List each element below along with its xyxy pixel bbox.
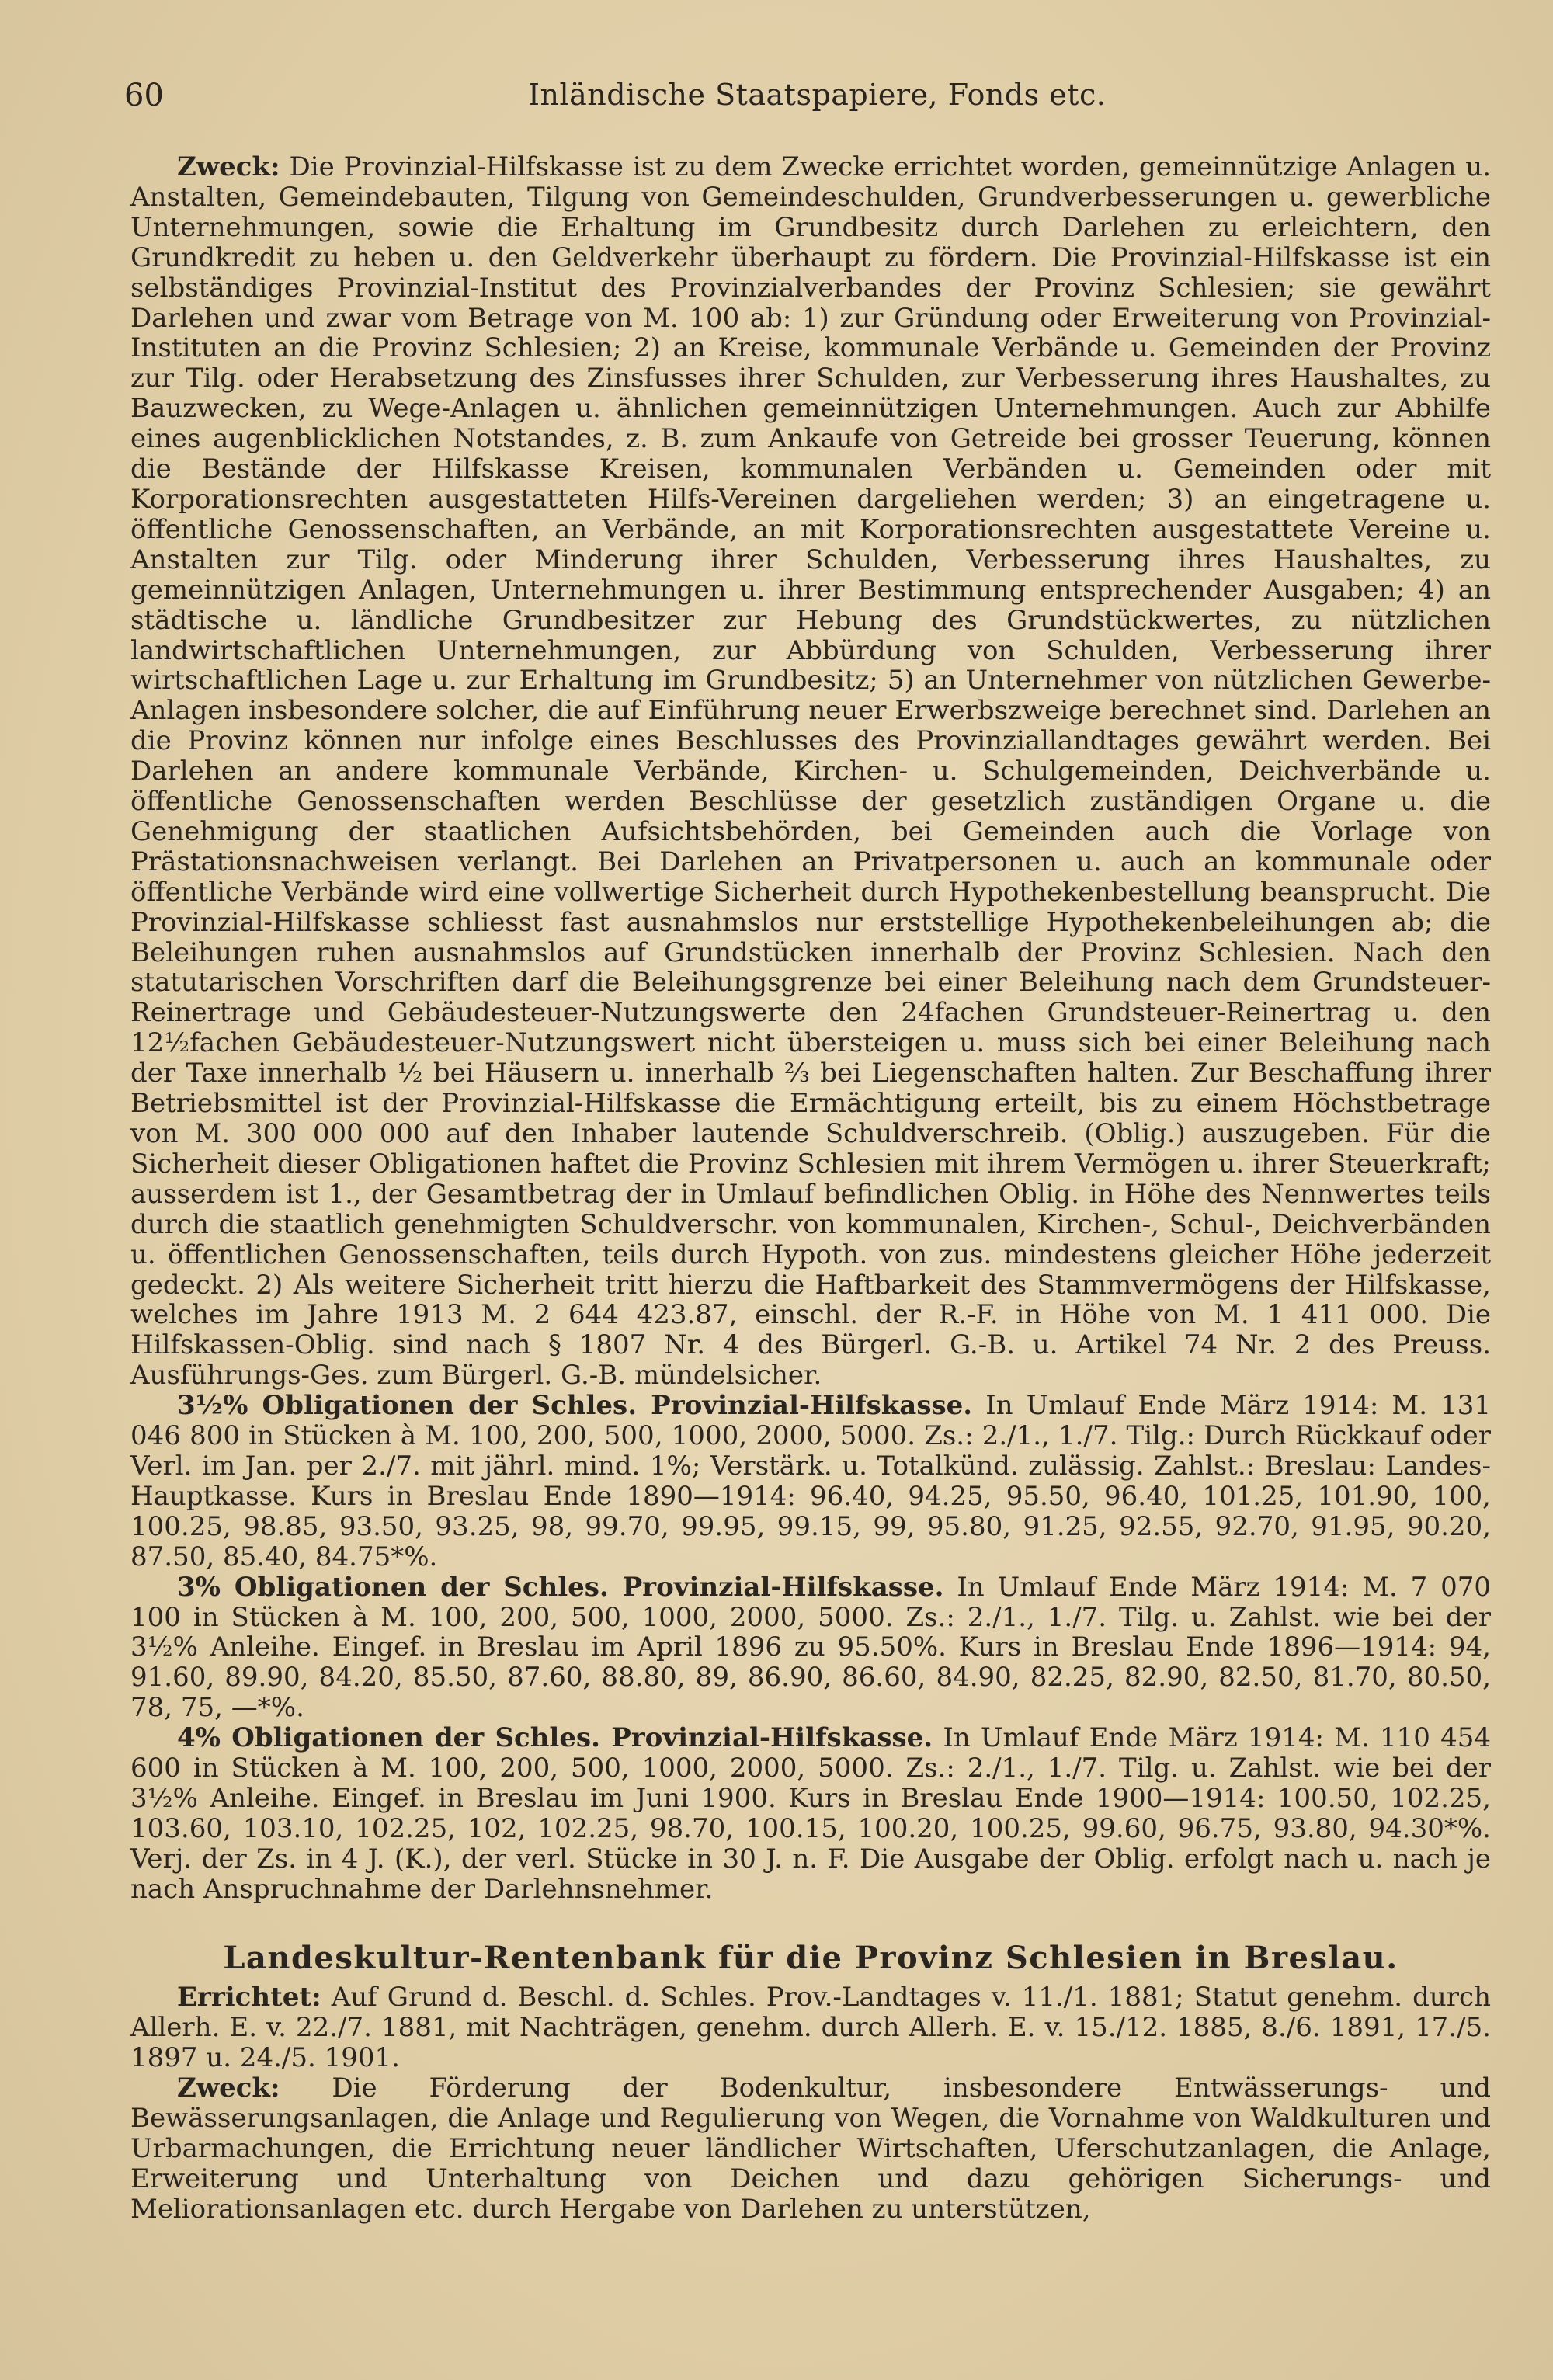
- header-title: Inländische Staatspapiere, Fonds etc.: [528, 78, 1107, 112]
- bond-35-label: 3½% Obligationen der Schles. Provinzial-Hilfskasse.: [177, 1390, 973, 1422]
- bond-3-text: In Umlauf Ende März 1914: M. 7 070 100 in Stücken à M. 100, 200, 500, 1000, 2000, 5000. Zs.: 2./1., 1./7. Tilg. u. Zahlst. wie bei der 3½% Anleihe. Eingef. in Breslau im April 1896 zu 95.50%. Kurs in Breslau Ende 1896—1914: 94, 91.60, 89.90, 84.20, 85.50, 87.60, 88.80, 89, 86.90, 86.60, 84.90, 82.25, 82.90, 82.50, 81.70, 80.50, 78, 75, —*%.: [130, 1571, 1491, 1724]
- rentenbank-zweck-label: Zweck:: [177, 2073, 280, 2104]
- hilfskasse-zweck-label: Zweck:: [177, 151, 280, 182]
- bond-4-label: 4% Obligationen der Schles. Provinzial-Hilfskasse.: [177, 1722, 933, 1754]
- bond-3-label: 3% Obligationen der Schles. Provinzial-Hilfskasse.: [177, 1571, 944, 1603]
- rentenbank-zweck-text: Die Förderung der Bodenkultur, insbesondere Entwässerungs- und Bewässerungsanlagen, die Anlage und Regulierung von Wegen, die Vornahme von Waldkulturen und Urbarmachungen, die Errichtung neuer ländlicher Wirtschaften, Uferschutzanlagen, die Anlage, Erweiterung und Unterhaltung von Deichen und dazu gehörigen Sicherungs- und Meliorationsanlagen etc. durch Hergabe von Darlehen zu unterstützen,: [130, 2073, 1491, 2225]
- rentenbank-errichtet-paragraph: [130, 1982, 1491, 2073]
- page-number: 60: [124, 78, 164, 113]
- hilfskasse-zweck-text: Die Provinzial-Hilfskasse ist zu dem Zwecke errichtet worden, gemeinnützige Anlagen u. Anstalten, Gemeindebauten, Tilgung von Gemeindeschulden, Grundverbesserungen u. gewerbliche Unternehmungen, sowie die Erhaltung im Grundbesitz durch Darlehen zu erleichtern, den Grundkredit zu heben u. den Geldverkehr überhaupt zu fördern. Die Provinzial-Hilfskasse ist ein selbständiges Provinzial-Institut des Provinzialverbandes der Provinz Schlesien; sie gewährt Darlehen und zwar vom Betrage von M. 100 ab: 1) zur Gründung oder Erweiterung von Provinzial-Instituten an die Provinz Schlesien; 2) an Kreise, kommunale Verbände u. Gemeinden der Provinz zur Tilg. oder Herabsetzung des Zinsfusses ihrer Schulden, zur Verbesserung ihres Haushaltes, zu Bauzwecken, zu Wege-Anlagen u. ähnlichen gemeinnützigen Unternehmungen. Auch zur Abhilfe eines augenblicklichen Notstandes, z. B. zum Ankaufe von Getreide bei grosser Teuerung, können die Bestände der Hilfskasse Kreisen, kommunalen Verbänden u. Gemeinden oder mit Korporationsrechten ausgestatteten Hilfs-Vereinen dargeliehen werden; 3) an eingetragene u. öffentliche Genossenschaften, an Verbände, an mit Korporationsrechten ausgestattete Vereine u. Anstalten zur Tilg. oder Minderung ihrer Schulden, Verbesserung ihres Haushaltes, zu gemeinnützigen Anlagen, Unternehmungen u. ihrer Bestimmung entsprechender Ausgaben; 4) an städtische u. ländliche Grundbesitzer zur Hebung des Grundstückwertes, zu nützlichen landwirtschaftlichen Unternehmungen, zur Abbürdung von Schulden, Verbesserung ihrer wirtschaftlichen Lage u. zur Erhaltung im Grundbesitz; 5) an Unternehmer von nützlichen Gewerbe-Anlagen insbesondere solcher, die auf Einführung neuer Erwerbszweige berechnet sind. Darlehen an die Provinz können nur infolge eines Beschlusses des Provinziallandtages gewährt werden. Bei Darlehen an andere kommunale Verbände, Kirchen- u. Schulgemeinden, Deichverbände u. öffentliche Genossenschaften werden Beschlüsse der gesetzlich zuständigen Organe u. die Genehmigung der staatlichen Aufsichtsbehörden, bei Gemeinden auch die Vorlage von Prästationsnachweisen verlangt. Bei Darlehen an Privatpersonen u. auch an kommunale oder öffentliche Verbände wird eine vollwertige Sicherheit durch Hypothekenbestellung beansprucht. Die Provinzial-Hilfskasse schliesst fast ausnahmslos nur erststellige Hypothekenbeleihungen ab; die Beleihungen ruhen ausnahmslos auf Grundstücken innerhalb der Provinz Schlesien. Nach den statutarischen Vorschriften darf die Beleihungsgrenze bei einer Beleihung nach dem Grundsteuer-Reinertrage und Gebäudesteuer-Nutzungswerte den 24fachen Grundsteuer-Reinertrag u. den 12½fachen Gebäudesteuer-Nutzungswert nicht übersteigen u. muss sich bei einer Beleihung nach der Taxe innerhalb ½ bei Häusern u. innerhalb ⅔ bei Liegenschaften halten. Zur Beschaffung ihrer Betriebsmittel ist der Provinzial-Hilfskasse die Ermächtigung erteilt, bis zu einem Höchstbetrage von M. 300 000 000 auf den Inhaber lautende Schuldverschreib. (Oblig.) auszugeben. Für die Sicherheit dieser Obligationen haftet die Provinz Schlesien mit ihrem Vermögen u. ihrer Steuerkraft; ausserdem ist 1., der Gesamtbetrag der in Umlauf befindlichen Oblig. in Höhe des Nennwertes teils durch die staatlich genehmigten Schuldverschr. von kommunalen, Kirchen-, Schul-, Deichverbänden u. öffentlichen Genossenschaften, teils durch Hypoth. von zus. mindestens gleicher Höhe jederzeit gedeckt. 2) Als weitere Sicherheit tritt hierzu die Haftbarkeit des Stammvermögens der Hilfskasse, welches im Jahre 1913 M. 2 644 423.87, einschl. der R.-F. in Höhe von M. 1 411 000. Die Hilfskassen-Oblig. sind nach § 1807 Nr. 4 des Bürgerl. G.-B. u. Artikel 74 Nr. 2 des Preuss. Ausführungs-Ges. zum Bürgerl. G.-B. mündelsicher.: [130, 151, 1491, 1392]
- hilfskasse-zweck-paragraph: [130, 152, 1491, 1391]
- rentenbank-section-title: Landeskultur-Rentenbank für die Provinz Schlesien in Breslau.: [223, 1939, 1398, 1976]
- running-head: [124, 78, 1491, 124]
- bond-4-text: In Umlauf Ende März 1914: M. 110 454 600 in Stücken à M. 100, 200, 500, 1000, 2000, 5000. Zs.: 2./1., 1./7. Tilg. u. Zahlst. wie bei der 3½% Anleihe. Eingef. in Breslau im Juni 1900. Kurs in Breslau Ende 1900—1914: 100.50, 102.25, 103.60, 103.10, 102.25, 102, 102.25, 98.70, 100.15, 100.20, 100.25, 99.60, 96.75, 93.80, 94.30*%. Verj. der Zs. in 4 J. (K.), der verl. Stücke in 30 J. n. F. Die Ausgabe der Oblig. erfolgt nach u. nach je nach Anspruchnahme der Darlehnsnehmer.: [130, 1722, 1492, 1905]
- rentenbank-zweck-paragraph: [130, 2073, 1491, 2225]
- rentenbank-errichtet-text: Auf Grund d. Beschl. d. Schles. Prov.-Landtages v. 11./1. 1881; Statut genehm. durch Allerh. E. v. 22./7. 1881, mit Nachträgen, genehm. durch Allerh. E. v. 15./12. 1885, 8./6. 1891, 17./5. 1897 u. 24./5. 1901.: [130, 1982, 1491, 2074]
- bond-4-paragraph: [130, 1723, 1491, 1904]
- text-block: [130, 152, 1491, 2225]
- rentenbank-errichtet-label: Errichtet:: [177, 1982, 321, 2013]
- bond-35-paragraph: [130, 1391, 1491, 1572]
- bond-3-paragraph: [130, 1572, 1491, 1724]
- bond-35-text: In Umlauf Ende März 1914: M. 131 046 800 in Stücken à M. 100, 200, 500, 1000, 2000, 5000. Zs.: 2./1., 1./7. Tilg.: Durch Rückkauf oder Verl. im Jan. per 2./7. mit jährl. mind. 1%; Verstärk. u. Totalkünd. zulässig. Zahlst.: Breslau: Landes-Hauptkasse. Kurs in Breslau Ende 1890—1914: 96.40, 94.25, 95.50, 96.40, 101.25, 101.90, 100, 100.25, 98.85, 93.50, 93.25, 98, 99.70, 99.95, 99.15, 99, 95.80, 91.25, 92.55, 92.70, 91.95, 90.20, 87.50, 85.40, 84.75*%.: [130, 1390, 1492, 1572]
